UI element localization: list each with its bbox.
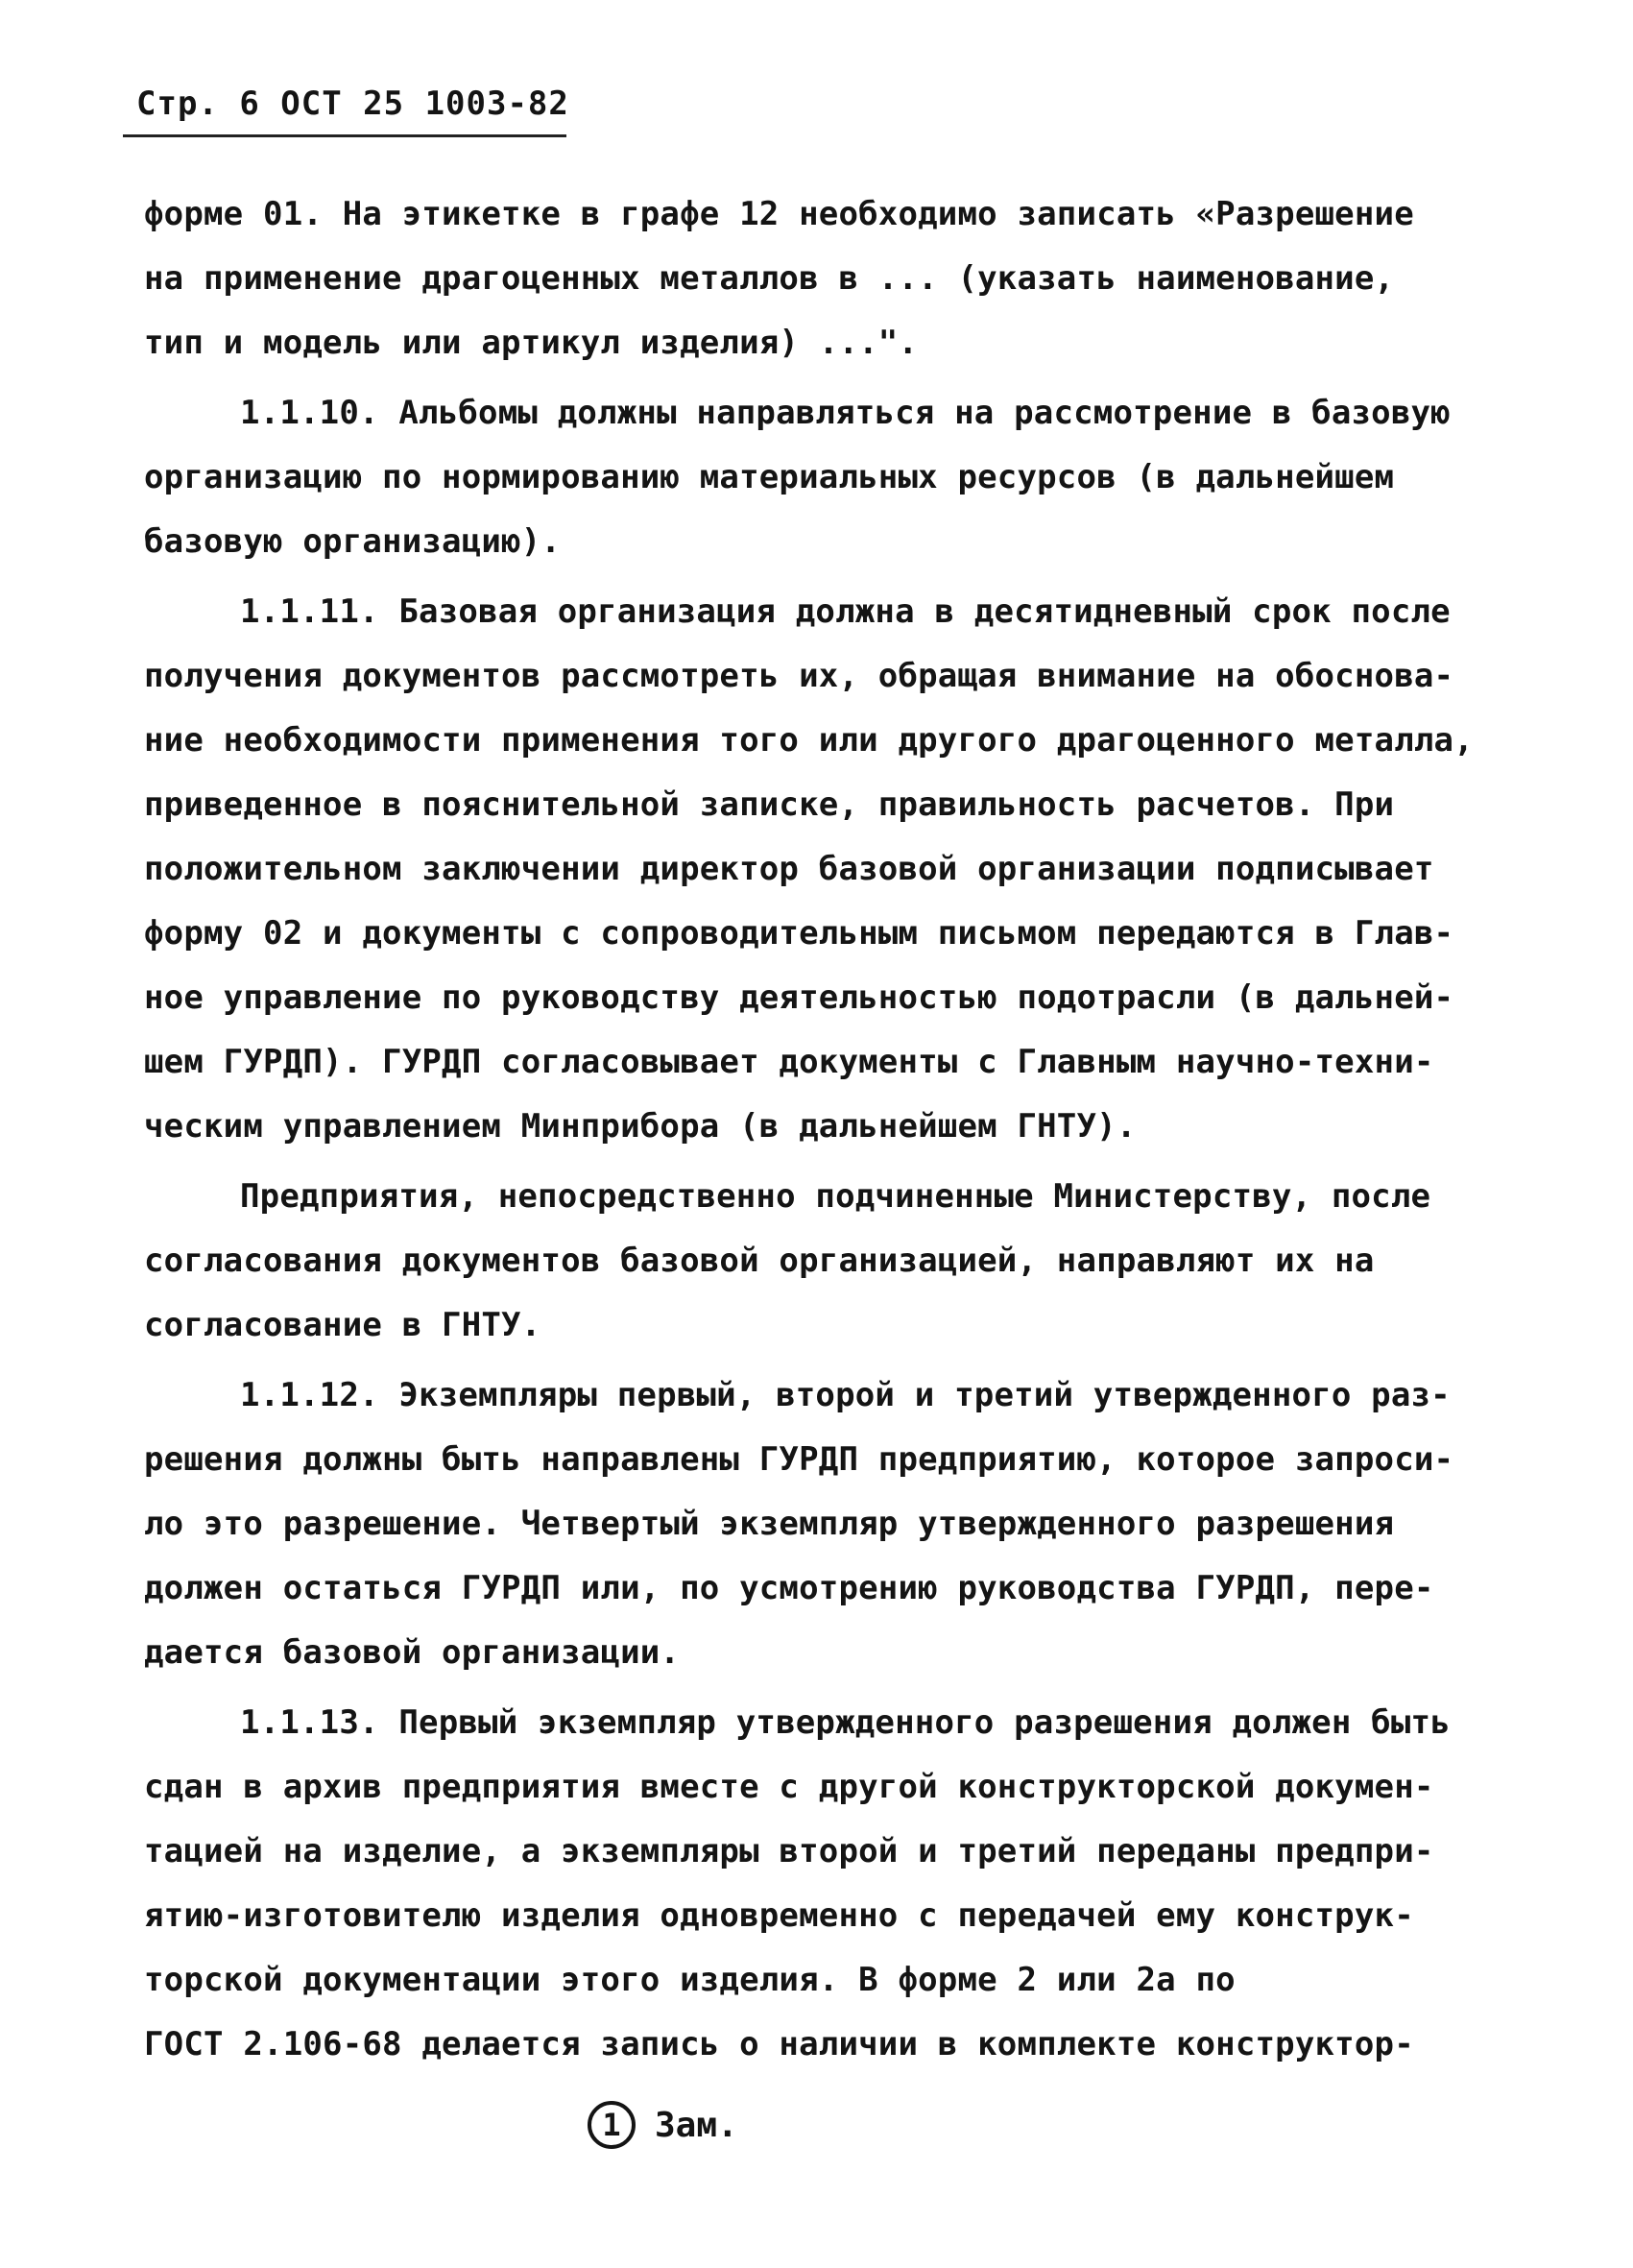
text-line: тип и модель или артикул изделия) ...". — [144, 324, 919, 362]
text-line: ние необходимости применения того или другого драгоценного металла, — [144, 721, 1474, 760]
text-line: форме 01. На этикетке в графе 12 необходимо записать «Разрешение — [144, 195, 1414, 233]
paragraph-1-1-12 — [144, 1363, 1536, 1685]
change-number-circle: 1 — [588, 2101, 636, 2149]
text-line: ческим управлением Минприбора (в дальнейшем ГНТУ). — [144, 1107, 1137, 1146]
text-line: шем ГУРДП). ГУРДП согласовывает документы с Главным научно-техни- — [144, 1043, 1434, 1081]
text-line: положительном заключении директор базовой организации подписывает — [144, 850, 1434, 888]
paragraph-1-1-11 — [144, 580, 1536, 1159]
text-line: ло это разрешение. Четвертый экземпляр утвержденного разрешения — [144, 1505, 1395, 1543]
text-line: форму 02 и документы с сопроводительным письмом передаются в Глав- — [144, 914, 1454, 953]
text-line: решения должны быть направлены ГУРДП предприятию, которое запроси- — [144, 1440, 1454, 1479]
text-line: согласование в ГНТУ. — [144, 1306, 541, 1344]
text-line: ГОСТ 2.106-68 делается запись о наличии в комплекте конструктор- — [144, 2025, 1414, 2063]
text-line: согласования документов базовой организацией, направляют их на — [144, 1242, 1375, 1280]
text-line: дается базовой организации. — [144, 1633, 681, 1672]
text-line: на применение драгоценных металлов в ... (указать наименование, — [144, 259, 1395, 298]
text-line: должен остаться ГУРДП или, по усмотрению руководства ГУРДП, пере- — [144, 1569, 1434, 1607]
text-line: получения документов рассмотреть их, обращая внимание на обоснова- — [144, 657, 1454, 695]
text-line: приведенное в пояснительной записке, правильность расчетов. При — [144, 785, 1395, 824]
text-line: 1.1.12. Экземпляры первый, второй и третий утвержденного раз- — [240, 1376, 1451, 1414]
text-line: 1.1.13. Первый экземпляр утвержденного разрешения должен быть — [240, 1703, 1451, 1742]
change-label: Зам. — [655, 2105, 738, 2145]
text-line: тацией на изделие, а экземпляры второй и третий переданы предпри- — [144, 1832, 1434, 1870]
text-line: 1.1.11. Базовая организация должна в десятидневный срок после — [240, 592, 1451, 631]
change-note — [588, 2101, 738, 2149]
text-line: организацию по нормированию материальных ресурсов (в дальнейшем — [144, 458, 1395, 496]
text-line: ное управление по руководству деятельностью подотрасли (в дальней- — [144, 978, 1454, 1017]
text-line: 1.1.10. Альбомы должны направляться на рассмотрение в базовую — [240, 394, 1451, 432]
text-line: ятию-изготовителю изделия одновременно с передачей ему конструк- — [144, 1896, 1414, 1935]
paragraph-enterprises — [144, 1165, 1536, 1358]
paragraph-continuation — [144, 182, 1536, 375]
paragraph-1-1-13 — [144, 1691, 1536, 2077]
text-line: базовую организацию). — [144, 522, 562, 561]
text-line: сдан в архив предприятия вместе с другой конструкторской докумен- — [144, 1768, 1434, 1806]
header-underline — [123, 134, 566, 137]
text-line: торской документации этого изделия. В форме 2 или 2а по — [144, 1961, 1236, 1999]
document-body — [144, 182, 1536, 2077]
text-line: Предприятия, непосредственно подчиненные Министерству, после — [240, 1177, 1431, 1216]
paragraph-1-1-10 — [144, 381, 1536, 574]
page-header: Стр. 6 ОСТ 25 1003-82 — [136, 84, 569, 123]
